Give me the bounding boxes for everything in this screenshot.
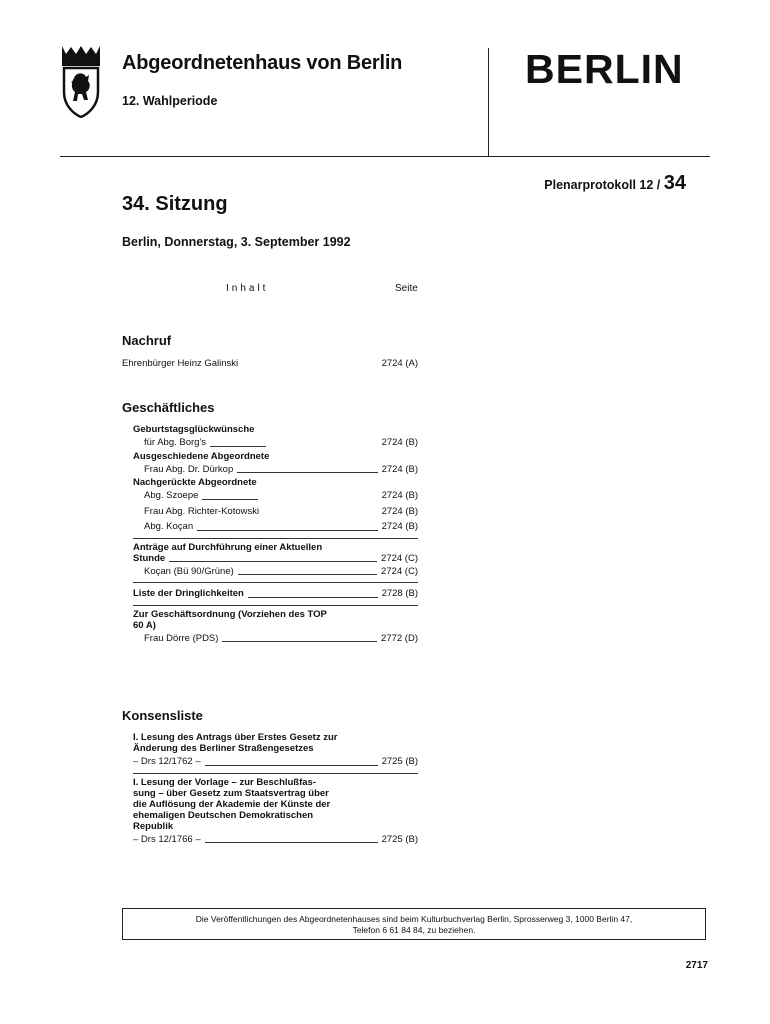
section-title-konsensliste: Konsensliste: [122, 708, 203, 723]
toc-subheading: Geburtstagsglückwünsche: [133, 424, 255, 435]
toc-subheading: Ausgeschiedene Abgeordnete: [133, 450, 270, 462]
toc-entry: [122, 519, 418, 535]
toc-entry-label: Koçan (Bü 90/Grüne): [144, 565, 234, 577]
electoral-period: 12. Wahlperiode: [122, 94, 218, 108]
toc-heading: Inhalt: [226, 283, 269, 294]
toc-divider: [133, 582, 418, 583]
toc-geschaeftliches: [122, 424, 418, 646]
toc-divider: [133, 605, 418, 606]
protocol-number-value: 34: [663, 172, 686, 194]
toc-entry: [122, 462, 418, 478]
toc-subheading: Zur Geschäftsordnung (Vorziehen des TOP: [133, 608, 327, 620]
toc-subheading: Anträge auf Durchführung einer Aktuellen: [133, 541, 323, 553]
toc-entry: [122, 832, 418, 848]
header-horizontal-divider: [60, 156, 710, 157]
protocol-number: [544, 172, 686, 195]
parliament-name: Abgeordnetenhaus von Berlin: [122, 52, 403, 74]
toc-entry-label: – Drs 12/1762 –: [133, 756, 201, 767]
city-wordmark: BERLIN: [525, 46, 684, 92]
section-title-geschaeftliches: Geschäftliches: [122, 400, 215, 415]
publication-notice: [122, 908, 706, 940]
toc-entry-page: 2724 (B): [381, 505, 418, 517]
protocol-label: Plenarprotokoll 12 /: [544, 178, 664, 192]
toc-entry-page: 2724 (C): [381, 565, 418, 577]
toc-entry-page: 2724 (A): [381, 358, 418, 369]
toc-entry-page: 2724 (B): [381, 490, 418, 501]
toc-subheading: Änderung des Berliner Straßengesetzes: [133, 743, 314, 754]
toc-subheading: Nachgerückte Abgeordnete: [133, 477, 257, 488]
toc-entry-label: Abg. Szoepe: [144, 490, 199, 501]
toc-entry: [122, 631, 418, 647]
toc-entry: [122, 754, 418, 770]
toc-divider: [133, 538, 418, 539]
toc-entry-page: 2772 (D): [381, 632, 418, 644]
toc-entry: [122, 564, 418, 580]
berlin-coat-of-arms-icon: [58, 44, 104, 118]
toc-subheading: ehemaligen Deutschen Demokratischen: [133, 809, 314, 821]
toc-entry-label: Ehrenbürger Heinz Galinski: [122, 358, 239, 369]
session-title: 34. Sitzung: [122, 193, 228, 215]
toc-entry: [122, 586, 418, 602]
toc-entry: [122, 504, 418, 520]
toc-entry-label: Frau Dörre (PDS): [144, 632, 219, 644]
toc-entry-label: Abg. Koçan: [144, 521, 194, 532]
toc-entry-page: 2724 (B): [381, 437, 418, 448]
toc-divider: [133, 773, 418, 774]
toc-entry-page: 2724 (B): [381, 521, 418, 532]
toc-entry: [122, 356, 418, 372]
toc-konsensliste: [122, 732, 418, 847]
toc-entry: [122, 553, 418, 564]
toc-entry-page: 2724 (B): [381, 463, 418, 475]
toc-entry-label: Frau Abg. Dr. Dürkop: [144, 463, 234, 475]
toc-entry-label: – Drs 12/1766 –: [133, 833, 201, 845]
section-title-nachruf: Nachruf: [122, 333, 172, 348]
toc-entry-label: für Abg. Borg's: [144, 437, 207, 448]
toc-subheading: 60 A): [133, 619, 156, 631]
publication-notice-line: Die Veröffentlichungen des Abgeordnetenhauses sind beim Kulturbuchverlag Berlin, Sprosserweg 3, 1000 Berlin 47,: [195, 914, 633, 924]
page-number: 2717: [685, 960, 708, 971]
toc-entry-label: Frau Abg. Richter-Kotowski: [144, 505, 260, 517]
publication-notice-line: Telefon 6 61 84 84, zu beziehen.: [352, 925, 476, 935]
toc-entry: [122, 488, 418, 504]
toc-entry-label: Liste der Dringlichkeiten: [133, 588, 244, 599]
toc-entry-label: Stunde: [133, 552, 166, 564]
toc-subheading: die Auflösung der Akademie der Künste der: [133, 798, 331, 810]
toc-nachruf: [122, 356, 418, 372]
toc-subheading: I. Lesung des Antrags über Erstes Gesetz zur: [133, 732, 338, 743]
toc-page-heading: Seite: [395, 283, 418, 294]
toc-subheading: Republik: [133, 820, 174, 832]
toc-entry-page: 2724 (C): [381, 552, 418, 564]
toc-subheading: sung – über Gesetz zum Staatsvertrag über: [133, 787, 329, 799]
session-date: Berlin, Donnerstag, 3. September 1992: [122, 235, 351, 249]
toc-entry-page: 2728 (B): [381, 588, 418, 599]
toc-entry: [122, 435, 418, 451]
header-vertical-divider: [488, 48, 489, 156]
toc-entry-page: 2725 (B): [381, 833, 418, 845]
toc-subheading: I. Lesung der Vorlage – zur Beschlußfas-: [133, 776, 317, 788]
toc-entry-page: 2725 (B): [381, 756, 418, 767]
